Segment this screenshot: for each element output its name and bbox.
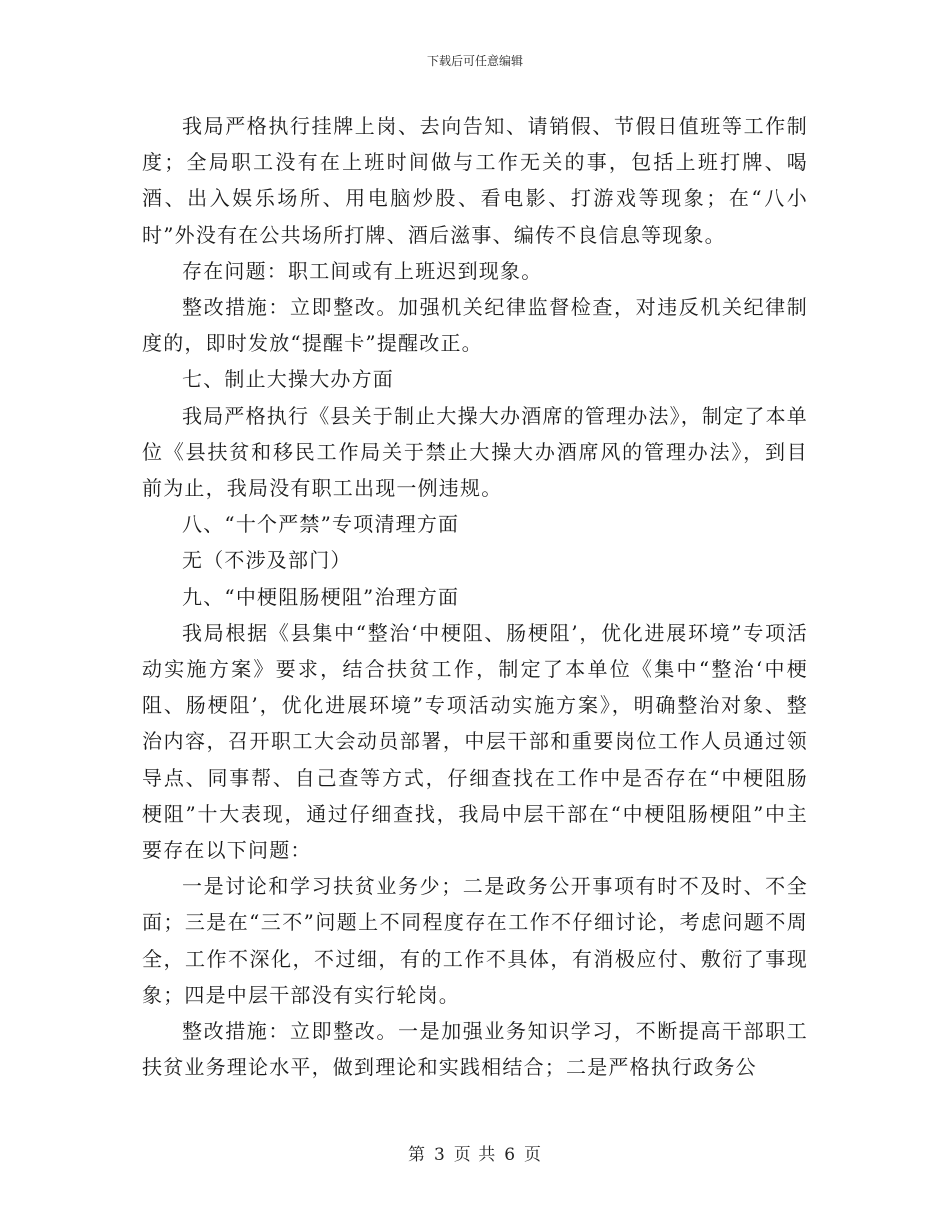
page-header: 下载后可任意编辑 (426, 54, 523, 68)
section-heading-seven: 七、制止大操大办方面 (182, 367, 394, 392)
page-footer (0, 1140, 950, 1165)
paragraph-problem: 存在问题：职工间或有上班迟到现象。 (182, 258, 543, 283)
section-heading-eight: 八、“十个严禁”专项清理方面 (182, 512, 460, 537)
paragraph-measures: 整改措施：立即整改。加强机关纪律监督检查，对违反机关纪律制度的，即时发放“提醒卡”提醒改正。 (142, 295, 808, 356)
section-heading-nine: 九、“中梗阻肠梗阻”治理方面 (182, 584, 460, 609)
paragraph-none: 无（不涉及部门） (182, 548, 352, 573)
current-page-number: 3 (433, 1145, 446, 1165)
total-pages-number: 6 (504, 1145, 517, 1165)
paragraph-issues: 一是讨论和学习扶贫业务少；二是政务公开事项有时不及时、不全面；三是在“三不”问题上不同程度存在工作不仔细讨论，考虑问题不周全，工作不深化，不过细，有的工作不具体，有消极应付、敷衍了事现象；四是中层干部没有实行轮岗。 (142, 874, 808, 1007)
document-body (142, 108, 808, 1085)
paragraph-rectification: 整改措施：立即整改。一是加强业务知识学习，不断提高干部职工扶贫业务理论水平，做到理论和实践相结合；二是严格执行政务公 (142, 1019, 808, 1080)
paragraph-obstruction: 我局根据《县集中“整治‘中梗阻、肠梗阻’，优化进展环境”专项活动实施方案》要求，结合扶贫工作，制定了本单位《集中“整治‘中梗阻、肠梗阻’，优化进展环境”专项活动实施方案》，明确整治对象、整治内容，召开职工大会动员部署，中层干部和重要岗位工作人员通过领导点、同事帮、自己查等方式，仔细查找在工作中是否存在“中梗阻肠梗阻”十大表现，通过仔细查找，我局中层干部在“中梗阻肠梗阻”中主要存在以下问题： (142, 620, 808, 863)
footer-suffix: 页 (524, 1145, 543, 1165)
footer-prefix: 第 (407, 1145, 426, 1165)
paragraph-banquet: 我局严格执行《县关于制止大操大办酒席的管理办法》，制定了本单位《县扶贫和移民工作局关于禁止大操大办酒席风的管理办法》，到目前为止，我局没有职工出现一例违规。 (142, 403, 808, 501)
paragraph-attendance: 我局严格执行挂牌上岗、去向告知、请销假、节假日值班等工作制度；全局职工没有在上班时间做与工作无关的事，包括上班打牌、喝酒、出入娱乐场所、用电脑炒股、看电影、打游戏等现象；在“八小时”外没有在公共场所打牌、酒后滋事、编传不良信息等现象。 (142, 114, 808, 247)
footer-middle: 页 共 (453, 1145, 497, 1165)
